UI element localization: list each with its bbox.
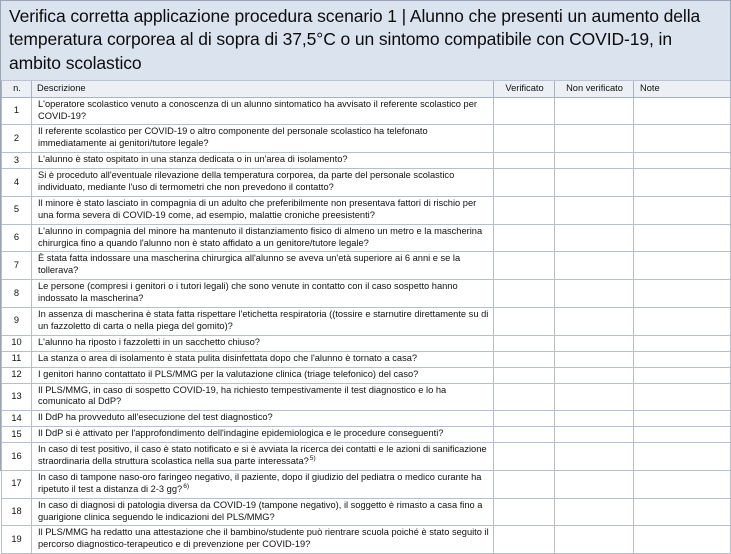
row-description: [32, 470, 494, 498]
table-row: [2, 280, 731, 308]
table-row: [2, 252, 731, 280]
row-number: 16: [2, 443, 32, 471]
cell-note[interactable]: [634, 351, 731, 367]
row-number: 10: [2, 335, 32, 351]
footnote-marker: 6): [183, 482, 190, 490]
row-description-text: Il DdP ha provveduto all'esecuzione del test diagnostico?: [38, 412, 273, 423]
row-number: 7: [2, 252, 32, 280]
cell-non-verificato[interactable]: [555, 196, 634, 224]
row-description-text: L'alunno in compagnia del minore ha mantenuto il distanziamento fisico di almeno un metro e la mascherina chirurgica fino a quando l'alunno non è stato affidato a un genitore/tutore legale?: [38, 225, 483, 248]
row-description-text: Il PLS/MMG, in caso di sospetto COVID-19, ha richiesto tempestivamente il test diagnostico e lo ha comunicato al DdP?: [38, 384, 447, 407]
cell-note[interactable]: [634, 125, 731, 153]
row-number: 5: [2, 196, 32, 224]
table-row: [2, 498, 731, 526]
row-number: 18: [2, 498, 32, 526]
row-number: 4: [2, 169, 32, 197]
cell-verificato[interactable]: [494, 367, 555, 383]
cell-non-verificato[interactable]: [555, 367, 634, 383]
table-row: [2, 335, 731, 351]
cell-non-verificato[interactable]: [555, 153, 634, 169]
table-row: [2, 224, 731, 252]
table-row: [2, 443, 731, 471]
cell-verificato[interactable]: [494, 427, 555, 443]
row-description-text: In caso di test positivo, il caso è stato notificato e si è avviata la ricerca dei contatti e le azioni di sanificazione straordinaria della struttura scolastica nella sua parte interessata?: [38, 444, 487, 466]
cell-note[interactable]: [634, 97, 731, 125]
cell-note[interactable]: [634, 280, 731, 308]
row-number: 19: [2, 526, 32, 554]
row-description-text: Il referente scolastico per COVID-19 o altro componente del personale scolastico ha telefonato immediatamente ai genitori/tutore legale?: [38, 126, 428, 149]
cell-verificato[interactable]: [494, 224, 555, 252]
row-number: 1: [2, 97, 32, 125]
row-number: 2: [2, 125, 32, 153]
cell-non-verificato[interactable]: [555, 383, 634, 411]
row-description: [32, 97, 494, 125]
cell-note[interactable]: [634, 308, 731, 336]
column-header-descrizione: Descrizione: [32, 81, 494, 97]
table-row: [2, 169, 731, 197]
row-number: 9: [2, 308, 32, 336]
row-description-text: In caso di diagnosi di patologia diversa da COVID-19 (tampone negativo), il soggetto è rimasto a casa fino a guarigione clinica seguendo le indicazioni del PLS/MMG?: [38, 499, 483, 522]
cell-non-verificato[interactable]: [555, 498, 634, 526]
row-description-text: I genitori hanno contattato il PLS/MMG per la valutazione clinica (triage telefonico) del caso?: [38, 368, 419, 379]
cell-verificato[interactable]: [494, 470, 555, 498]
cell-verificato[interactable]: [494, 196, 555, 224]
row-description: [32, 351, 494, 367]
column-header-number: n.: [2, 81, 32, 97]
table-row: [2, 526, 731, 554]
row-description-text: Il DdP si è attivato per l'approfondimento dell'indagine epidemiologica e le procedure conseguenti?: [38, 428, 444, 439]
row-description: [32, 411, 494, 427]
row-description-text: In assenza di mascherina è stata fatta rispettare l'etichetta respiratoria ((tossire e starnutire direttamente su di un fazzoletto di carta o nella piega del gomito)?: [38, 309, 489, 331]
cell-note[interactable]: [634, 252, 731, 280]
cell-non-verificato[interactable]: [555, 224, 634, 252]
row-description: [32, 153, 494, 169]
table-row: [2, 383, 731, 411]
row-description: [32, 308, 494, 336]
cell-verificato[interactable]: [494, 411, 555, 427]
cell-note[interactable]: [634, 411, 731, 427]
column-header-non-verificato: Non verificato: [555, 81, 634, 97]
cell-note[interactable]: [634, 383, 731, 411]
cell-non-verificato[interactable]: [555, 169, 634, 197]
row-description: [32, 498, 494, 526]
cell-note[interactable]: [634, 498, 731, 526]
table-header-row: [2, 81, 731, 97]
cell-note[interactable]: [634, 335, 731, 351]
row-description-text: L'operatore scolastico venuto a conoscenza di un alunno sintomatico ha avvisato il referente scolastico per COVID-19?: [38, 98, 477, 121]
cell-verificato[interactable]: [494, 335, 555, 351]
row-number: 3: [2, 153, 32, 169]
cell-note[interactable]: [634, 153, 731, 169]
cell-non-verificato[interactable]: [555, 351, 634, 367]
table-row: [2, 351, 731, 367]
row-number: 14: [2, 411, 32, 427]
row-number: 6: [2, 224, 32, 252]
row-description: [32, 280, 494, 308]
cell-non-verificato[interactable]: [555, 252, 634, 280]
row-description: [32, 252, 494, 280]
cell-verificato[interactable]: [494, 280, 555, 308]
table-row: [2, 153, 731, 169]
document-title: Verifica corretta applicazione procedura scenario 1 | Alunno che presenti un aumento della temperatura corporea al di sopra di 37,5°C o un sintomo compatibile con COVID-19, in ambito scolastico: [1, 1, 730, 81]
table-row: [2, 196, 731, 224]
cell-verificato[interactable]: [494, 498, 555, 526]
row-description: [32, 196, 494, 224]
cell-non-verificato[interactable]: [555, 443, 634, 471]
checklist-table: [1, 81, 731, 554]
row-description-text: È stata fatta indossare una mascherina chirurgica all'alunno se aveva un'età superiore ai 6 anni e se la tollerava?: [38, 253, 461, 276]
row-description-text: Le persone (compresi i genitori o i tutori legali) che sono venute in contatto con il caso sospetto hanno indossato la mascherina?: [38, 281, 458, 304]
row-description: [32, 526, 494, 554]
cell-non-verificato[interactable]: [555, 335, 634, 351]
row-number: 13: [2, 383, 32, 411]
table-row: [2, 411, 731, 427]
cell-verificato[interactable]: [494, 169, 555, 197]
row-description-text: In caso di tampone naso-oro faringeo negativo, il paziente, dopo il giudizio del pediatra o medico curante ha ripetuto il test a distanza di 2-3 gg?: [38, 471, 482, 494]
row-description: [32, 335, 494, 351]
table-body: [2, 97, 731, 554]
row-description-text: L'alunno ha riposto i fazzoletti in un sacchetto chiuso?: [38, 336, 260, 347]
cell-note[interactable]: [634, 443, 731, 471]
cell-non-verificato[interactable]: [555, 411, 634, 427]
cell-note[interactable]: [634, 470, 731, 498]
row-description-text: Il PLS/MMG ha redatto una attestazione che il bambino/studente può rientrare scuola poiché è stato seguito il percorso diagnostico-terapeutico e di prevenzione per COVID-19?: [38, 527, 489, 550]
row-description: [32, 427, 494, 443]
cell-note[interactable]: [634, 367, 731, 383]
row-number: 11: [2, 351, 32, 367]
column-header-note: Note: [634, 81, 731, 97]
cell-note[interactable]: [634, 169, 731, 197]
table-row: [2, 97, 731, 125]
cell-verificato[interactable]: [494, 443, 555, 471]
row-description-text: L'alunno è stato ospitato in una stanza dedicata o in un'area di isolamento?: [38, 154, 348, 165]
footnote-marker: 5): [309, 454, 316, 462]
cell-note[interactable]: [634, 224, 731, 252]
table-row: [2, 427, 731, 443]
cell-verificato[interactable]: [494, 526, 555, 554]
cell-verificato[interactable]: [494, 351, 555, 367]
table-header: [2, 81, 731, 97]
cell-verificato[interactable]: [494, 308, 555, 336]
table-row: [2, 367, 731, 383]
cell-non-verificato[interactable]: [555, 97, 634, 125]
row-description: [32, 383, 494, 411]
cell-non-verificato[interactable]: [555, 470, 634, 498]
table-row: [2, 470, 731, 498]
cell-verificato[interactable]: [494, 125, 555, 153]
cell-non-verificato[interactable]: [555, 125, 634, 153]
cell-note[interactable]: [634, 526, 731, 554]
cell-verificato[interactable]: [494, 252, 555, 280]
row-description: [32, 367, 494, 383]
cell-verificato[interactable]: [494, 153, 555, 169]
row-description: [32, 443, 494, 471]
cell-non-verificato[interactable]: [555, 308, 634, 336]
row-description-text: Si è proceduto all'eventuale rilevazione della temperatura corporea, da parte del personale scolastico individuato, mediante l'uso di termometri che non prevedono il contatto?: [38, 170, 455, 193]
row-number: 12: [2, 367, 32, 383]
cell-note[interactable]: [634, 427, 731, 443]
cell-non-verificato[interactable]: [555, 526, 634, 554]
column-header-verificato: Verificato: [494, 81, 555, 97]
table-row: [2, 308, 731, 336]
cell-verificato[interactable]: [494, 97, 555, 125]
table-row: [2, 125, 731, 153]
row-description: [32, 224, 494, 252]
cell-non-verificato[interactable]: [555, 280, 634, 308]
cell-non-verificato[interactable]: [555, 427, 634, 443]
cell-verificato[interactable]: [494, 383, 555, 411]
row-description: [32, 169, 494, 197]
row-description-text: La stanza o area di isolamento è stata pulita disinfettata dopo che l'alunno è tornato a casa?: [38, 352, 418, 363]
row-description: [32, 125, 494, 153]
row-number: 8: [2, 280, 32, 308]
row-number: 17: [2, 470, 32, 498]
row-number: 15: [2, 427, 32, 443]
row-description-text: Il minore è stato lasciato in compagnia di un adulto che preferibilmente non presentava fattori di rischio per una forma severa di COVID-19 come, ad esempio, malattie croniche preesistenti?: [38, 197, 477, 220]
cell-note[interactable]: [634, 196, 731, 224]
